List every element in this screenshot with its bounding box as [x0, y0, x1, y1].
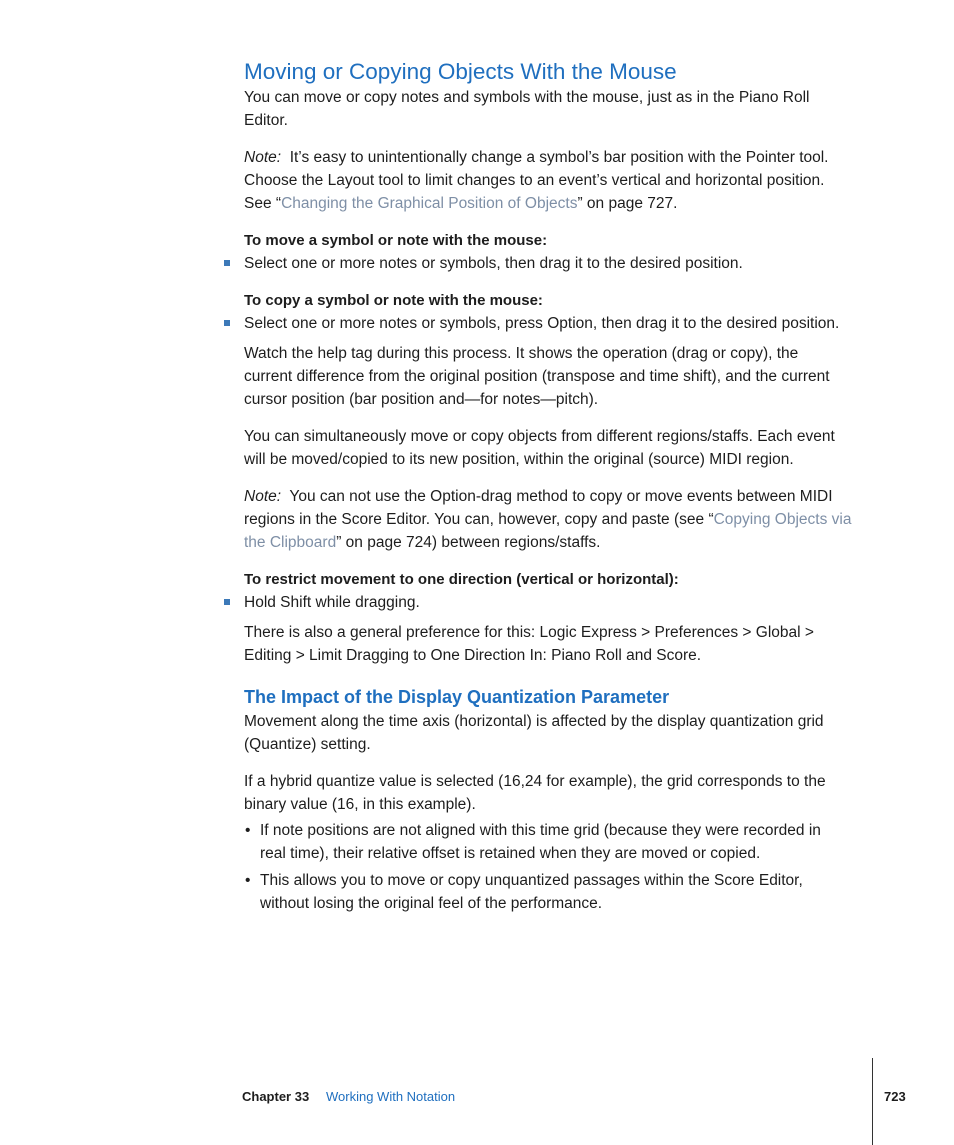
note-2-page-ref: ” on page 724) between regions/staffs. — [336, 534, 601, 551]
note-1-line-1 — [244, 146, 829, 169]
note-1-text: It’s easy to unintentionally change a symbol’s bar position with the Pointer tool. — [289, 149, 829, 166]
link-copying-objects-clipboard-cont[interactable]: the Clipboard — [244, 534, 337, 551]
section-title: Moving or Copying Objects With the Mouse — [244, 59, 677, 84]
help-para-line-3: cursor position (bar position and—for notes—pitch). — [244, 391, 599, 408]
bullet-1-line-2: real time), their relative offset is retained when they are moved or copied. — [260, 845, 761, 862]
bullet-2-line-2: without losing the original feel of the performance. — [260, 895, 603, 912]
note-1-see: See “ — [244, 195, 282, 212]
bullet-2-line-1: This allows you to move or copy unquantized passages within the Score Editor, — [260, 872, 803, 889]
note-label: Note: — [244, 149, 282, 166]
procedure-step-copy: Select one or more notes or symbols, press Option, then drag it to the desired position. — [244, 315, 840, 332]
footer-divider — [872, 1058, 873, 1145]
intro-line-1: You can move or copy notes and symbols with the mouse, just as in the Piano Roll — [244, 89, 810, 106]
quant-para2-line-1: If a hybrid quantize value is selected (16,24 for example), the grid corresponds to the — [244, 773, 826, 790]
footer-page-number: 723 — [884, 1089, 906, 1104]
note-2-line-2 — [244, 508, 851, 531]
simul-para-line-2: will be moved/copied to its new position, within the original (source) MIDI region. — [244, 451, 794, 468]
note-1-line-2: Choose the Layout tool to limit changes to an event’s vertical and horizontal position. — [244, 172, 825, 189]
note-2-line-3 — [244, 531, 600, 554]
pref-para-line-1: There is also a general preference for this: Logic Express > Preferences > Global > — [244, 624, 814, 641]
simul-para-line-1: You can simultaneously move or copy objects from different regions/staffs. Each event — [244, 428, 835, 445]
footer-chapter-number: Chapter 33 — [242, 1089, 310, 1104]
footer-chapter-title[interactable]: Working With Notation — [326, 1089, 456, 1104]
square-bullet-icon — [224, 260, 230, 266]
bullet-1-line-1: If note positions are not aligned with this time grid (because they were recorded in — [260, 822, 821, 839]
procedure-heading-copy: To copy a symbol or note with the mouse: — [244, 292, 543, 309]
note-1-line-3 — [244, 192, 677, 215]
note-2-text: You can not use the Option-drag method to copy or move events between MIDI — [289, 488, 833, 505]
note-label: Note: — [244, 488, 282, 505]
subsection-title: The Impact of the Display Quantization Parameter — [244, 687, 670, 707]
procedure-heading-move: To move a symbol or note with the mouse: — [244, 232, 548, 249]
procedure-step-restrict: Hold Shift while dragging. — [244, 594, 420, 611]
quant-para2-line-2: binary value (16, in this example). — [244, 796, 476, 813]
help-para-line-2: current difference from the original position (transpose and time shift), and the current — [244, 368, 830, 385]
procedure-heading-restrict: To restrict movement to one direction (vertical or horizontal): — [244, 571, 679, 588]
dot-bullet-icon: • — [245, 822, 251, 839]
link-changing-graphical-position[interactable]: Changing the Graphical Position of Objects — [281, 195, 578, 212]
square-bullet-icon — [224, 320, 230, 326]
dot-bullet-icon: • — [245, 872, 251, 889]
quant-para1-line-1: Movement along the time axis (horizontal) is affected by the display quantization grid — [244, 713, 824, 730]
pref-para-line-2: Editing > Limit Dragging to One Direction In: Piano Roll and Score. — [244, 647, 702, 664]
note-1-page-ref: ” on page 727. — [577, 195, 678, 212]
note-2-line-1 — [244, 485, 833, 508]
link-copying-objects-clipboard[interactable]: Copying Objects via — [713, 511, 852, 528]
note-2-text-2: regions in the Score Editor. You can, however, copy and paste (see “ — [244, 511, 714, 528]
quant-para1-line-2: (Quantize) setting. — [244, 736, 371, 753]
procedure-step-move: Select one or more notes or symbols, then drag it to the desired position. — [244, 255, 743, 272]
help-para-line-1: Watch the help tag during this process. It shows the operation (drag or copy), the — [244, 345, 799, 362]
square-bullet-icon — [224, 599, 230, 605]
intro-line-2: Editor. — [244, 112, 288, 129]
